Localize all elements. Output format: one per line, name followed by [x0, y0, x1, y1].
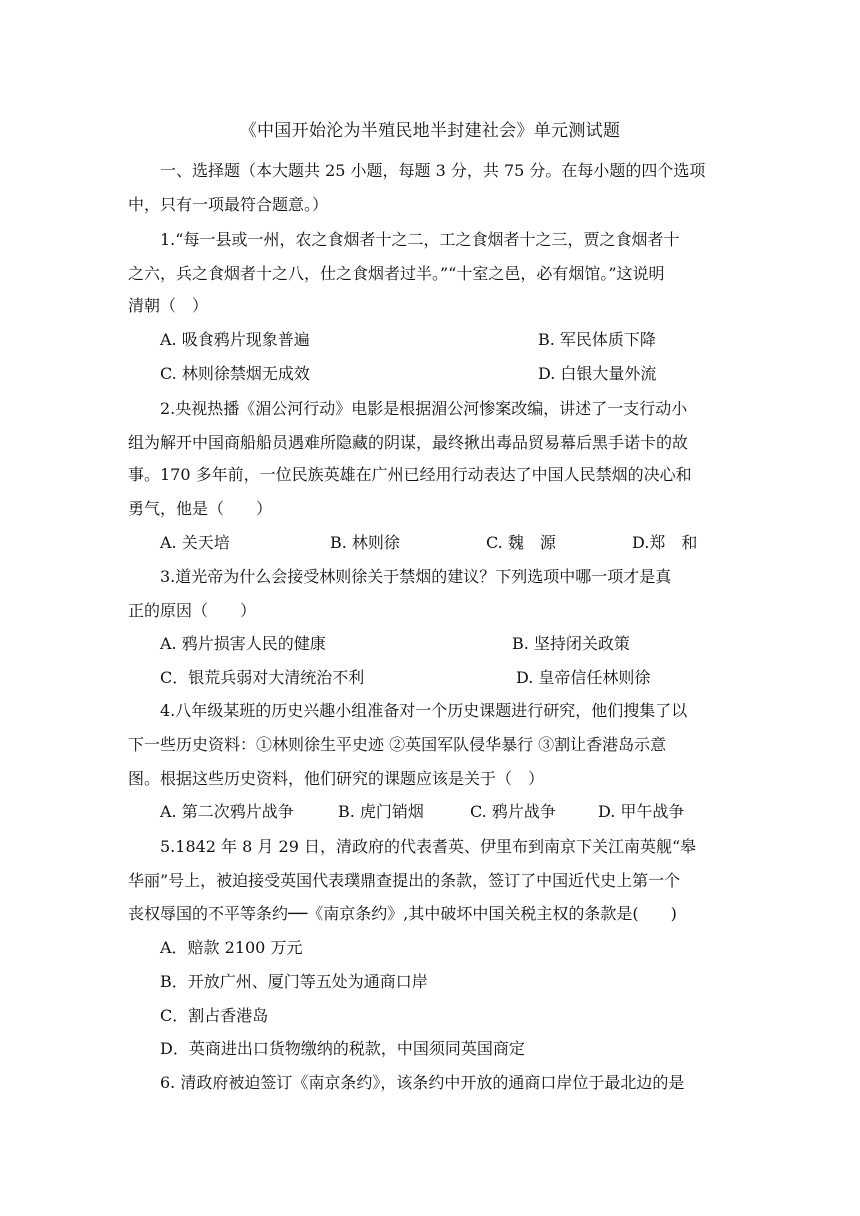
question-2-line-4: 勇气，他是（ ）	[128, 499, 273, 518]
question-5-option-a: A．赔款 2100 万元	[160, 938, 303, 957]
section-instructions-line-1: 一、选择题（本大题共 25 小题，每题 3 分，共 75 分。在每小题的四个选项	[160, 161, 706, 180]
question-2-option-d: D.郑 和	[632, 533, 698, 552]
page-title: 《中国开始沦为半殖民地半封建社会》单元测试题	[239, 121, 621, 141]
question-1-line-3: 清朝（ ）	[128, 296, 209, 315]
question-5-line-3: 丧权辱国的不平等条约──《南京条约》,其中破坏中国关税主权的条款是( )	[128, 904, 677, 923]
question-3-line-2: 正的原因（ ）	[128, 601, 257, 620]
question-4-option-c: C. 鸦片战争	[470, 802, 556, 821]
section-instructions-line-2: 中，只有一项最符合题意。）	[128, 195, 329, 214]
question-1-line-1: 1.“每一县或一州，农之食烟者十之二，工之食烟者十之三，贾之食烟者十	[160, 230, 680, 249]
question-1-option-c: C. 林则徐禁烟无成效	[160, 364, 310, 383]
question-3-option-c: C．银荒兵弱对大清统治不利	[160, 668, 365, 687]
question-1-line-2: 之六，兵之食烟者十之八，仕之食烟者过半。”“十室之邑，必有烟馆。”这说明	[128, 264, 665, 283]
question-4-option-d: D. 甲午战争	[598, 802, 685, 821]
question-6-line-1: 6. 清政府被迫签订《南京条约》，该条约中开放的通商口岸位于最北边的是	[160, 1073, 685, 1092]
question-4-line-2: 下一些历史资料：①林则徐生平史迹 ②英国军队侵华暴行 ③割让香港岛示意	[128, 735, 667, 754]
question-4-line-1: 4.八年级某班的历史兴趣小组准备对一个历史课题进行研究，他们搜集了以	[160, 701, 688, 720]
question-4-option-a: A. 第二次鸦片战争	[160, 802, 294, 821]
question-2-line-3: 事。170 多年前，一位民族英雄在广州已经用行动表达了中国人民禁烟的决心和	[128, 465, 692, 484]
question-3-option-b: B. 坚持闭关政策	[512, 634, 630, 653]
question-1-option-b: B. 军民体质下降	[538, 330, 656, 349]
question-2-option-c: C. 魏 源	[486, 533, 556, 552]
question-5-line-1: 5.1842 年 8 月 29 日，清政府的代表耆英、伊里布到南京下关江南英舰“皋	[160, 837, 697, 856]
question-2-option-b: B. 林则徐	[330, 533, 400, 552]
question-2-option-a: A. 关天培	[160, 533, 230, 552]
question-5-option-b: B．开放广州、厦门等五处为通商口岸	[160, 972, 428, 991]
question-2-line-1: 2.央视热播《湄公河行动》电影是根据湄公河惨案改编，讲述了一支行动小	[160, 399, 688, 418]
question-5-line-2: 华丽”号上，被迫接受英国代表璞鼎查提出的条款，签订了中国近代史上第一个	[128, 871, 681, 890]
question-4-line-3: 图。根据这些历史资料，他们研究的课题应该是关于（ ）	[128, 769, 545, 788]
question-5-option-c: C．割占香港岛	[160, 1006, 269, 1025]
question-3-option-a: A. 鸦片损害人民的健康	[160, 634, 326, 653]
question-5-option-d: D．英商进出口货物缴纳的税款，中国须同英国商定	[160, 1039, 525, 1058]
question-3-line-1: 3.道光帝为什么会接受林则徐关于禁烟的建议？下列选项中哪一项才是真	[160, 567, 672, 586]
question-4-option-b: B. 虎门销烟	[338, 802, 424, 821]
question-2-line-2: 组为解开中国商船船员遇难所隐藏的阴谋，最终揪出毒品贸易幕后黑手诺卡的故	[128, 433, 689, 452]
question-1-option-a: A. 吸食鸦片现象普遍	[160, 330, 310, 349]
question-1-option-d: D. 白银大量外流	[538, 364, 657, 383]
question-3-option-d: D. 皇帝信任林则徐	[516, 668, 651, 687]
